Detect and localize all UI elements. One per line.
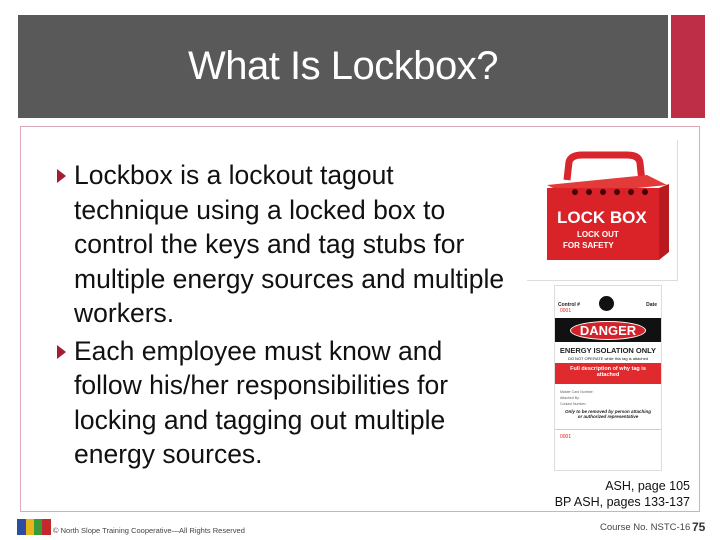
page-number: 75: [692, 520, 706, 534]
tag-field: Contact Number:: [560, 402, 587, 406]
accent-bar: [671, 15, 705, 118]
tag-note: Only to be removed by person attaching or authorized representative: [564, 409, 652, 419]
nstc-logo: [17, 518, 51, 535]
citation: [555, 478, 690, 510]
bullet-item: [55, 334, 515, 472]
lockbox-label: LOCK BOX: [557, 208, 647, 227]
tag-danger: DANGER: [570, 321, 646, 340]
lockbox-label: LOCK OUT: [577, 230, 619, 239]
bullet-text: Each employee must know and follow his/her responsibilities for locking and tagging out multiple energy sources.: [74, 335, 449, 469]
tag-stub-number: 0001: [560, 434, 572, 440]
danger-tag-image: [554, 285, 662, 471]
tag-field: Master Card Number:: [560, 390, 594, 394]
tag-number: 0001: [560, 308, 572, 314]
bullet-item: [55, 158, 515, 331]
lockbox-label: FOR SAFETY: [563, 241, 614, 250]
slide-title: What Is Lockbox?: [188, 44, 498, 88]
tag-date: Date: [646, 302, 657, 308]
tag-heading: ENERGY ISOLATION ONLY: [559, 346, 657, 355]
title-bar: [18, 15, 668, 118]
tag-hole: [599, 296, 614, 311]
tag-subheading: DO NOT OPERATE while this tag is attached: [567, 356, 649, 361]
tag-control: Control #: [558, 302, 580, 308]
tag-field: Attached By:: [560, 396, 580, 400]
bullet-text: Lockbox is a lockout tagout technique using a locked box to control the keys and tag stubs for multiple energy sources and multiple workers.: [74, 160, 505, 328]
citation-line: ASH, page 105: [605, 479, 690, 493]
bullet-list: [55, 158, 515, 475]
footer-copyright: © North Slope Training Cooperative—All Rights Reserved: [53, 526, 245, 535]
lockbox-image: [527, 140, 678, 281]
tag-red-band: Full description of why tag is attached: [555, 363, 661, 384]
bullet-arrow-icon: [57, 345, 66, 359]
citation-line: BP ASH, pages 133-137: [554, 495, 690, 509]
bullet-arrow-icon: [57, 169, 66, 183]
footer-course: Course No. NSTC-16: [600, 522, 691, 533]
